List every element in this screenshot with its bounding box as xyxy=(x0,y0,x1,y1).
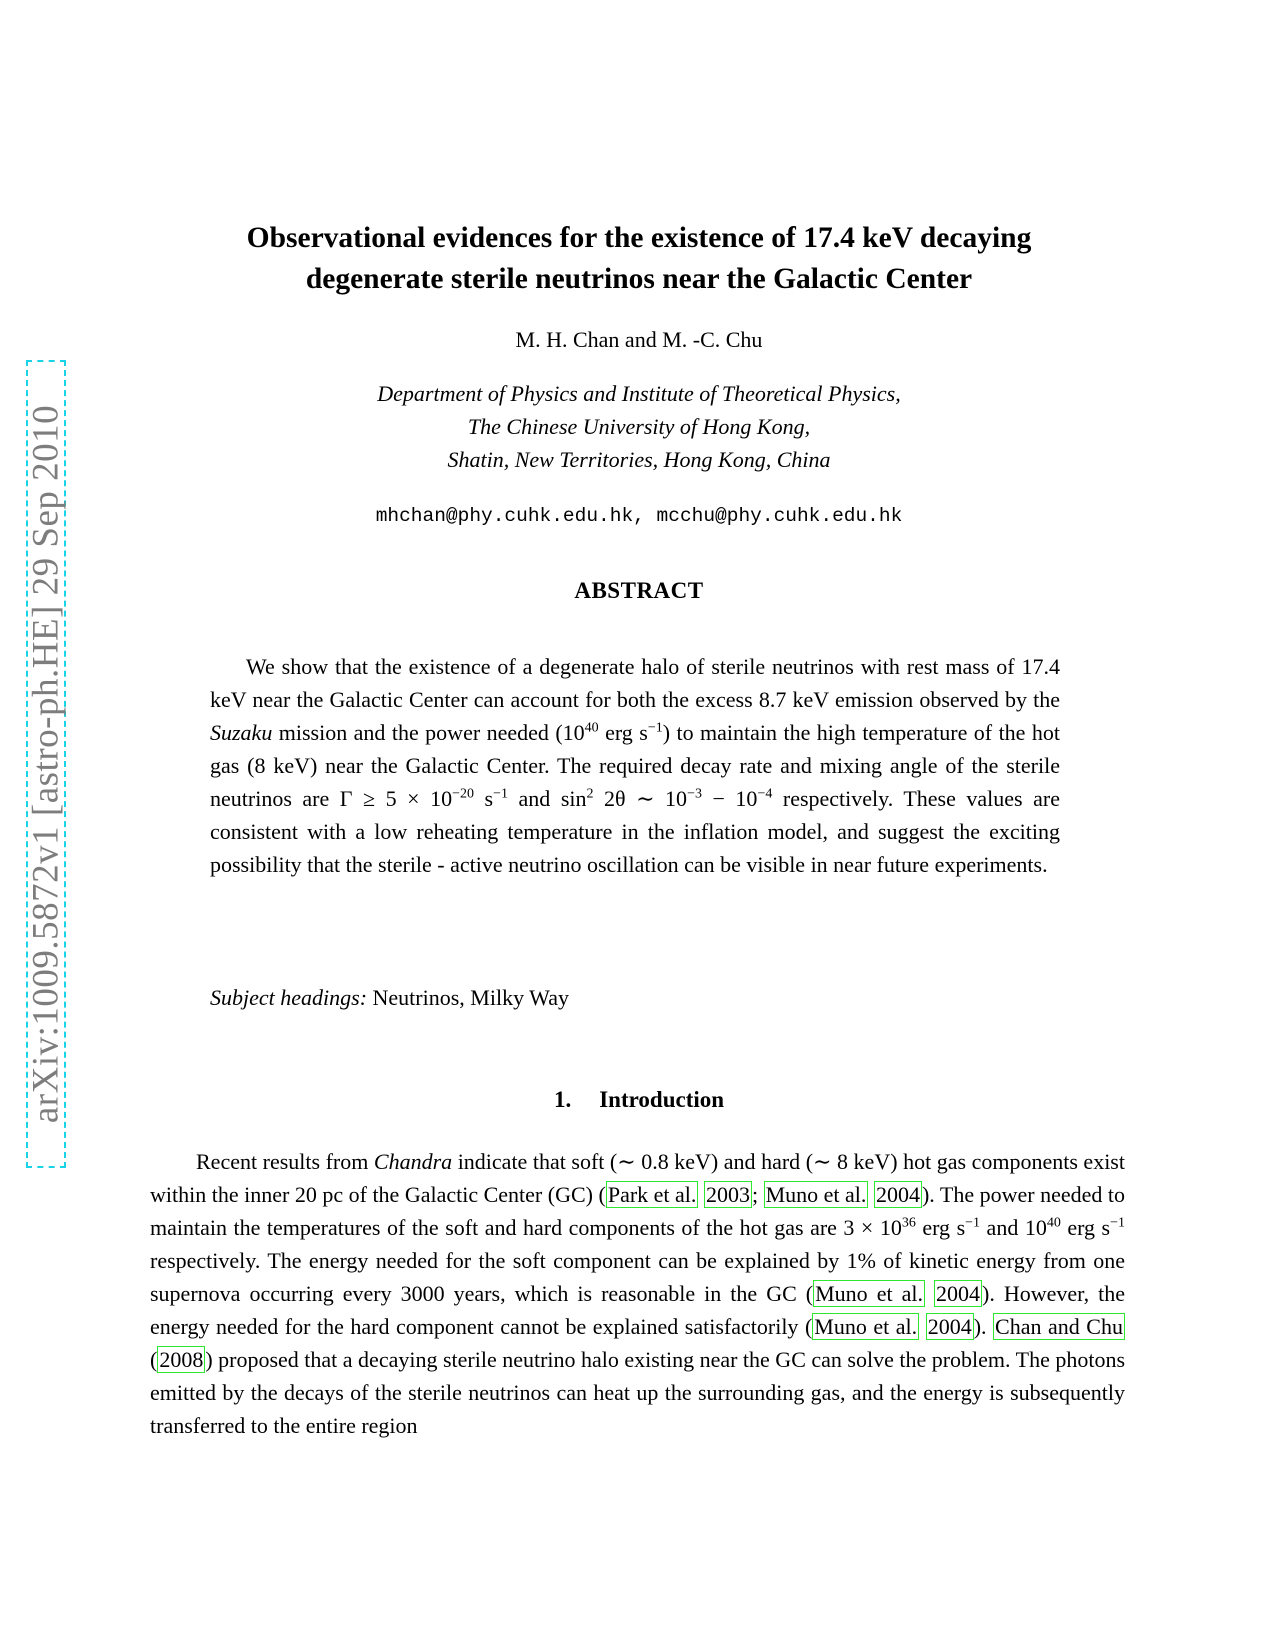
citation-link-park-authors[interactable]: Park et al. xyxy=(607,1182,697,1207)
title-line-1: Observational evidences for the existence of 17.4 keV decaying xyxy=(246,222,1032,254)
citation-link-muno-year[interactable]: 2004 xyxy=(927,1314,972,1339)
section-title: Introduction xyxy=(599,1087,725,1112)
abstract-text: We show that the existence of a degenerate halo of sterile neutrinos with rest mass of 17.4 keV near the Galactic Center can account for both the excess 8.7 keV emission observed by the Suzaku mission and the power needed ($10^{40}$ erg $s^{-1}$) to maintain the high temperature of the hot gas (8 keV) near the Galactic Center. The required decay rate and mixing angle of the sterile neutrinos are $\Gamma \ge 5 \times 10^{-20}$ $s^{-1}$ and $\sin^2 2\theta$ ∼ $10^{-3} - 10^{-4}$ respectively. These values are consistent with a low reheating temperature in the inflation model, and suggest the exciting possibility that the sterile - active neutrino oscillation can be visible in near future experiments. xyxy=(210,654,1060,877)
chandra-italic: Chandra xyxy=(373,1149,453,1174)
subject-headings-label: Subject headings: xyxy=(210,985,368,1010)
arxiv-stamp xyxy=(26,360,66,1168)
suzaku-italic: Suzaku xyxy=(210,720,273,745)
arxiv-id: arXiv:1009.5872v1 [astro-ph.HE] 29 Sep 2010 xyxy=(25,404,67,1124)
subject-headings xyxy=(210,985,1060,1011)
authors: M. H. Chan and M. -C. Chu xyxy=(515,327,763,352)
citation-link-muno-authors[interactable]: Muno et al. xyxy=(765,1182,867,1207)
intro-paragraph: Recent results from Chandra indicate that soft (∼ 0.8 keV) and hard (∼ 8 keV) hot gas components exist within the inner 20 pc of the Galactic Center (GC) (Park et al. 2003; Muno et al. 2004). The power needed to maintain the temperatures of the soft and hard components of the hot gas are $3 \times 10^{36}$ erg $s^{-1}$ and $10^{40}$ erg $s^{-1}$ respectively. The energy needed for the soft component can be explained by 1% of kinetic energy from one supernova occurring every 3000 years, which is reasonable in the GC (Muno et al. 2004). However, the energy needed for the hard component cannot be explained satisfactorily (Muno et al. 2004). Chan and Chu (2008) proposed that a decaying sterile neutrino halo existing near the GC can solve the problem. The photons emitted by the decays of the sterile neutrinos can heat up the surrounding gas, and the energy is subsequently transferred to the entire region xyxy=(150,1149,1126,1438)
citation-link-park-year[interactable]: 2003 xyxy=(705,1182,750,1207)
citation-link-muno-authors[interactable]: Muno et al. xyxy=(814,1314,918,1339)
affiliation-line-3: Shatin, New Territories, Hong Kong, China xyxy=(447,447,831,472)
citation-link-muno-year[interactable]: 2004 xyxy=(936,1281,981,1306)
affiliation xyxy=(160,377,1118,476)
subject-headings-value: Neutrinos, Milky Way xyxy=(367,985,569,1010)
citation-link-chan-chu-authors[interactable]: Chan and Chu xyxy=(995,1314,1123,1339)
citation-link-muno-authors[interactable]: Muno et al. xyxy=(815,1281,923,1306)
citation-link-chan-chu-year[interactable]: 2008 xyxy=(159,1347,204,1372)
author-emails: mhchan@phy.cuhk.edu.hk, mcchu@phy.cuhk.edu.hk xyxy=(375,505,903,527)
citation-link-muno-year[interactable]: 2004 xyxy=(875,1182,920,1207)
affiliation-line-2: The Chinese University of Hong Kong, xyxy=(467,414,811,439)
abstract-heading: ABSTRACT xyxy=(574,578,704,603)
paper-title xyxy=(160,218,1118,300)
affiliation-line-1: Department of Physics and Institute of Theoretical Physics, xyxy=(377,381,901,406)
section-heading xyxy=(160,1087,1118,1113)
section-number: 1. xyxy=(553,1087,572,1112)
title-line-2: degenerate sterile neutrinos near the Galactic Center xyxy=(305,263,973,295)
